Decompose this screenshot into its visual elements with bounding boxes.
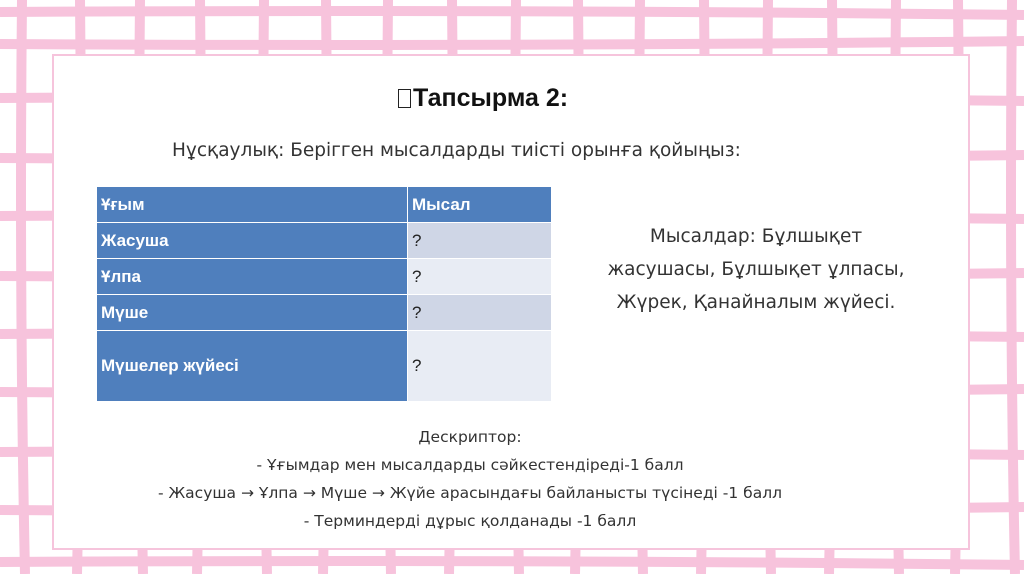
examples-line: жасушасы, Бұлшықет ұлпасы, (607, 259, 905, 280)
header-concept: Ұғым (97, 187, 408, 223)
example-cell[interactable]: ? (408, 259, 552, 295)
grid-line-vertical (21, 0, 25, 574)
title-text: Тапсырма 2: (413, 84, 569, 112)
grid-line-vertical (1011, 0, 1015, 574)
example-cell[interactable]: ? (408, 223, 552, 259)
descriptor-item: - Ұғымдар мен мысалдарды сәйкестендіреді-1 балл (256, 456, 684, 474)
descriptor-item: - Терминдерді дұрыс қолданады -1 балл (303, 512, 637, 530)
descriptor-heading: Дескриптор: (418, 428, 522, 446)
grid-line-horizontal (0, 41, 1024, 45)
table-row (97, 259, 552, 295)
examples-line: Жүрек, Қанайналым жүйесі. (616, 292, 896, 313)
grid-line-horizontal (0, 11, 1024, 15)
table-header-row (97, 187, 552, 223)
table-row (97, 223, 552, 259)
missing-glyph-box-icon (398, 89, 411, 108)
concept-table (96, 186, 552, 402)
examples-block (586, 220, 926, 319)
descriptor-block (150, 423, 790, 535)
table-row (97, 295, 552, 331)
descriptor-item: - Жасуша → Ұлпа → Мүше → Жүйе арасындағы байланысты түсінеді -1 балл (157, 484, 783, 502)
grid-line-horizontal (0, 561, 1024, 565)
instruction-text: Нұсқаулық: Берігген мысалдарды тиісті орынға қойыңыз: (172, 140, 741, 161)
concept-cell: Мүшелер жүйесі (97, 331, 408, 402)
concept-cell: Жасуша (97, 223, 408, 259)
slide-title (398, 84, 568, 113)
example-cell[interactable]: ? (408, 295, 552, 331)
example-cell[interactable]: ? (408, 331, 552, 402)
examples-line: Мысалдар: Бұлшықет (649, 226, 863, 247)
table-row (97, 331, 552, 402)
header-example: Мысал (408, 187, 552, 223)
concept-cell: Ұлпа (97, 259, 408, 295)
concept-cell: Мүше (97, 295, 408, 331)
